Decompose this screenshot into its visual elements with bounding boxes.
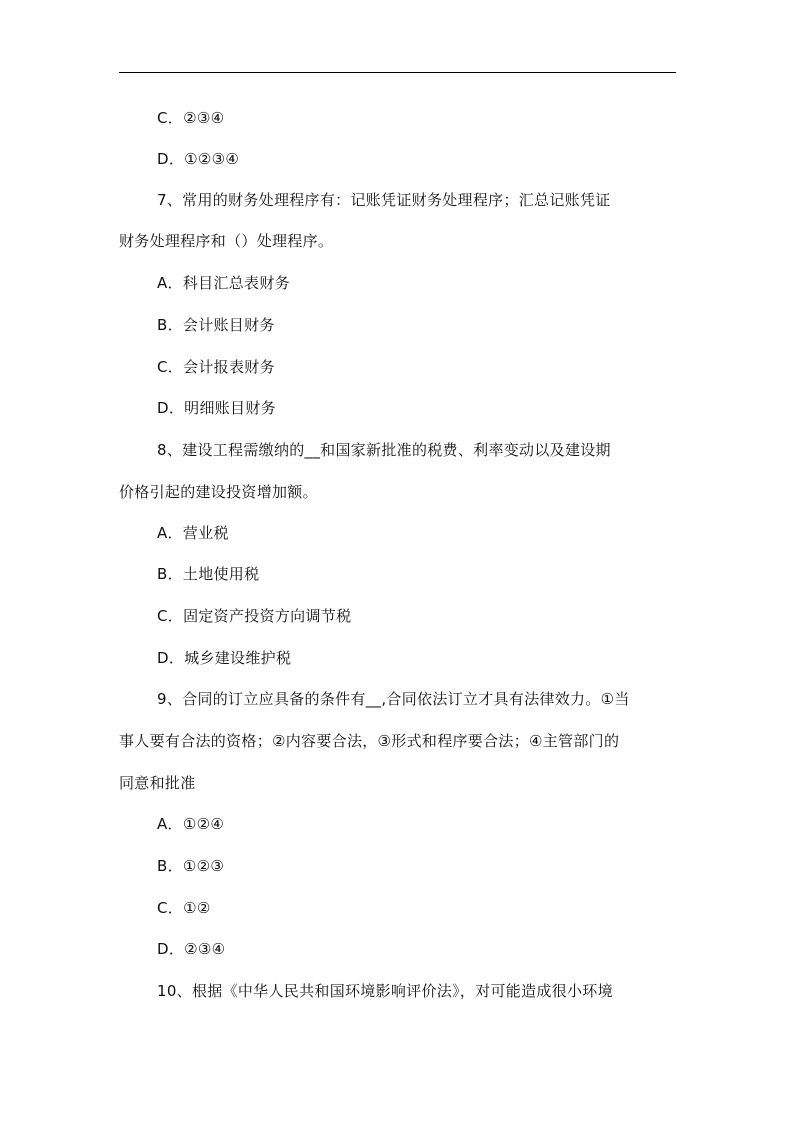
option-c-q8: C．固定资产投资方向调节税 — [157, 607, 352, 625]
option-d-q8: D．城乡建设维护税 — [157, 649, 292, 667]
question-7-line-1: 7、常用的财务处理程序有：记账凭证财务处理程序；汇总记账凭证 — [157, 191, 611, 209]
question-7-line-2: 财务处理程序和（）处理程序。 — [119, 232, 334, 250]
option-b-q8: B．土地使用税 — [157, 565, 260, 583]
option-c-q6: C．②③④ — [157, 109, 225, 127]
option-a-q7: A．科目汇总表财务 — [157, 274, 290, 292]
option-c-q9: C．①② — [157, 899, 211, 917]
option-d-q9: D．②③④ — [157, 940, 226, 958]
header-rule — [119, 72, 676, 73]
option-b-q7: B．会计账目财务 — [157, 316, 275, 334]
option-d-q6: D．①②③④ — [157, 150, 240, 168]
option-b-q9: B．①②③ — [157, 857, 225, 875]
option-d-q7: D．明细账目财务 — [157, 399, 276, 417]
question-10-line-1: 10、根据《中华人民共和国环境影响评价法》，对可能造成很小环境 — [157, 982, 613, 1000]
question-8-line-2: 价格引起的建设投资增加额。 — [119, 483, 318, 501]
question-9-line-1: 9、合同的订立应具备的条件有__,合同依法订立才具有法律效力。①当 — [157, 690, 630, 708]
option-a-q9: A．①②④ — [157, 815, 225, 833]
question-9-line-3: 同意和批准 — [119, 774, 196, 792]
option-a-q8: A．营业税 — [157, 524, 229, 542]
question-9-line-2: 事人要有合法的资格；②内容要合法，③形式和程序要合法；④主管部门的 — [119, 732, 620, 750]
option-c-q7: C．会计报表财务 — [157, 358, 275, 376]
question-8-line-1: 8、建设工程需缴纳的__和国家新批准的税费、利率变动以及建设期 — [157, 441, 611, 459]
